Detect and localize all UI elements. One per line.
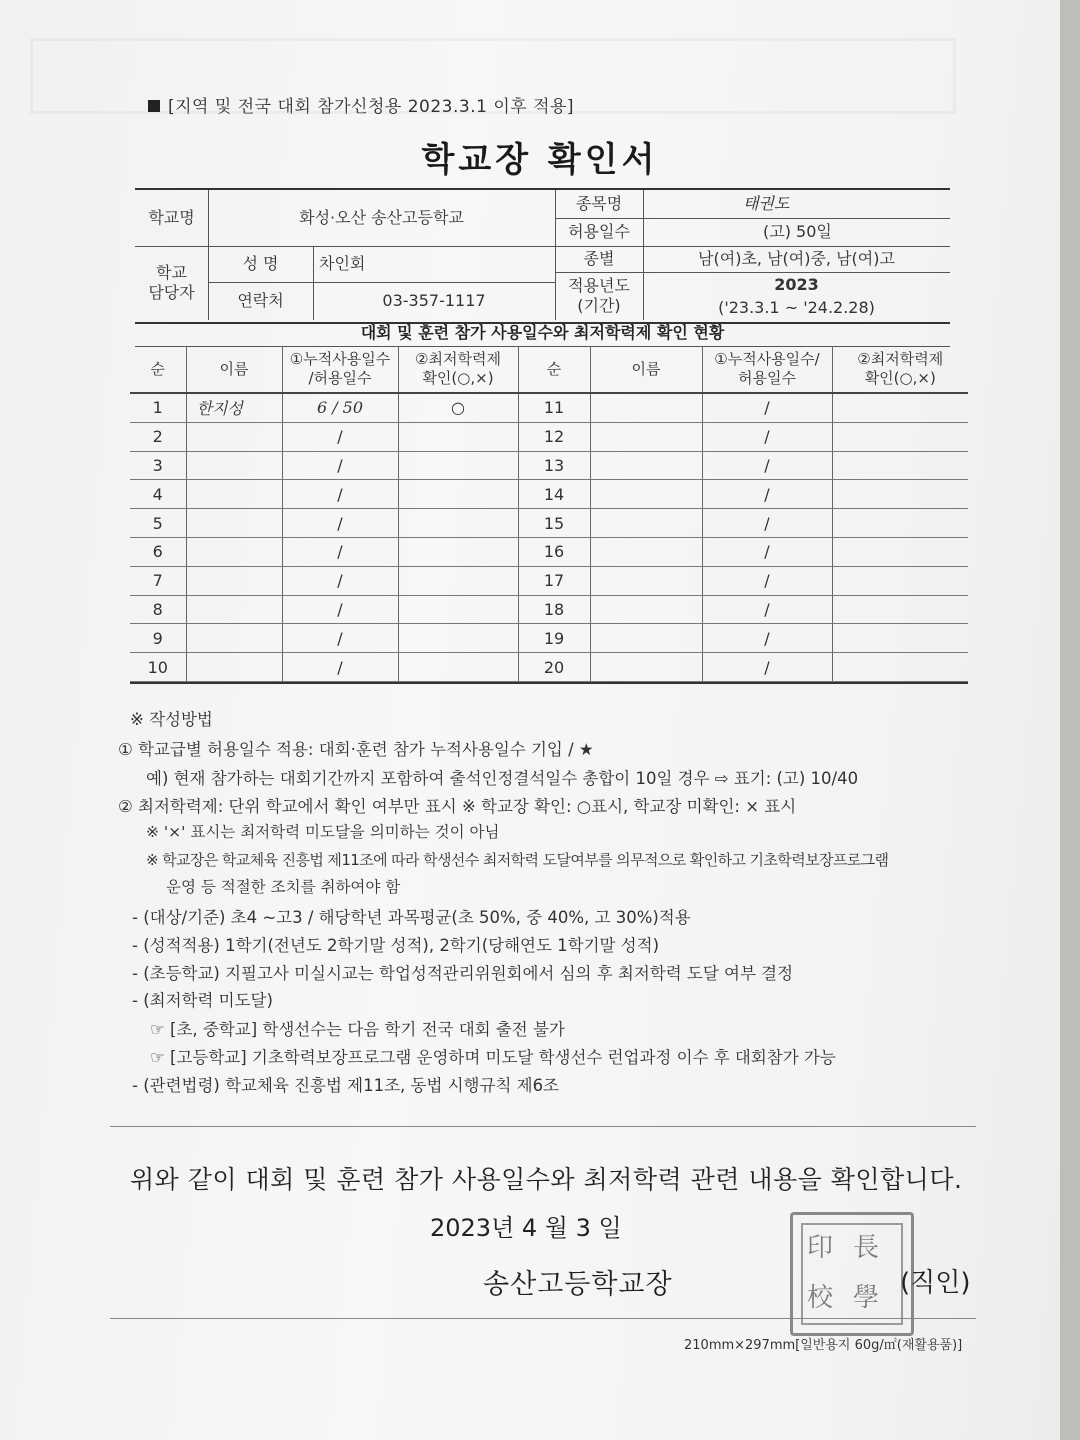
row-used-days: / — [702, 451, 832, 480]
note-line: - (초등학교) 지필고사 미실시교는 학업성적관리위원회에서 심의 후 최저학력 도달 여부 결정 — [132, 964, 794, 983]
event-value: 태권도 — [743, 194, 790, 213]
row-check — [398, 422, 518, 451]
row-name — [186, 509, 282, 538]
row-name — [590, 595, 702, 624]
row-check — [832, 624, 968, 653]
document-title: 학교장 확인서 — [421, 140, 659, 180]
row-check — [832, 480, 968, 509]
note-line: ※ 학교장은 학교체육 진흥법 제11조에 따라 학생선수 최저학력 도달여부를 의무적으로 확인하고 기초학력보장프로그램 — [146, 851, 889, 869]
row-name — [186, 595, 282, 624]
official-seal-stamp: 印 長 校 學 — [790, 1212, 914, 1336]
row-check — [832, 451, 968, 480]
note-line: ☞ [고등학교] 기초학력보장프로그램 운영하며 미도달 학생선수 런업과정 이수 후 대회참가 가능 — [150, 1048, 836, 1067]
status-row — [130, 595, 968, 624]
row-seq: 7 — [130, 566, 186, 595]
status-caption: 대회 및 훈련 참가 사용일수와 최저학력제 확인 현황 — [135, 320, 950, 347]
col-header-check-1: ②최저학력제 확인(○,×) — [398, 346, 518, 393]
header-note — [148, 92, 574, 117]
row-check — [398, 624, 518, 653]
row-check — [832, 509, 968, 538]
name-label: 성 명 — [242, 254, 279, 273]
status-row — [130, 537, 968, 566]
col-header-days-2: ①누적사용일수/ 허용일수 — [702, 346, 832, 393]
col-header-seq-2: 순 — [518, 346, 590, 393]
allowed-days-value: (고) 50일 — [763, 222, 832, 241]
note-line: ② 최저학력제: 단위 학교에서 확인 여부만 표시 ※ 학교장 확인: ○표시, 학교장 미확인: × 표시 — [118, 797, 797, 816]
row-check — [398, 595, 518, 624]
col-header-name-1: 이름 — [186, 346, 282, 393]
row-name — [590, 480, 702, 509]
row-seq: 6 — [130, 537, 186, 566]
row-seq: 12 — [518, 422, 590, 451]
school-label: 학교명 — [148, 208, 195, 227]
status-row — [130, 566, 968, 595]
row-seq: 14 — [518, 480, 590, 509]
row-used-days: / — [282, 509, 398, 538]
status-row — [130, 653, 968, 682]
row-used-days: / — [702, 624, 832, 653]
status-row — [130, 480, 968, 509]
name-value: 차인회 — [319, 254, 366, 273]
status-row — [130, 422, 968, 451]
row-name — [186, 537, 282, 566]
row-check — [398, 451, 518, 480]
col-header-name-2: 이름 — [590, 346, 702, 393]
row-check — [832, 566, 968, 595]
row-name — [590, 451, 702, 480]
row-seq: 13 — [518, 451, 590, 480]
note-line: ※ '×' 표시는 최저학력 미도달을 의미하는 것이 아님 — [146, 823, 500, 841]
note-line: - (관련법령) 학교체육 진흥법 제11조, 동법 시행규칙 제6조 — [132, 1076, 559, 1095]
square-bullet-icon — [148, 100, 160, 112]
status-row — [130, 393, 968, 422]
note-line: 예) 현재 참가하는 대회기간까지 포함하여 출석인정결석일수 총합이 10일 경우 ⇨ 표기: (고) 10/40 — [146, 769, 859, 788]
row-check — [398, 566, 518, 595]
gender-label: 종별 — [583, 249, 615, 268]
row-name — [590, 422, 702, 451]
row-check — [832, 595, 968, 624]
row-check — [832, 653, 968, 682]
year-value: 2023 — [774, 275, 819, 294]
row-check — [398, 537, 518, 566]
year-label: 적용년도 (기간) — [568, 276, 630, 315]
row-seq: 8 — [130, 595, 186, 624]
seal-label: (직인) — [900, 1268, 971, 1298]
row-seq: 18 — [518, 595, 590, 624]
row-name — [186, 451, 282, 480]
row-used-days: / — [702, 393, 832, 422]
row-check — [398, 509, 518, 538]
row-used-days: / — [702, 566, 832, 595]
row-check: ○ — [398, 393, 518, 422]
note-line: - (성적적용) 1학기(전년도 2학기말 성적), 2학기(당해연도 1학기말 성적) — [132, 936, 660, 955]
note-line: - (대상/기준) 초4 ~고3 / 해당학년 과목평균(초 50%, 중 40%, 고 30%)적용 — [132, 908, 691, 927]
row-used-days: / — [282, 480, 398, 509]
note-line: - (최저학력 미도달) — [132, 991, 273, 1010]
row-seq: 2 — [130, 422, 186, 451]
note-line: ※ 작성방법 — [130, 710, 213, 729]
note-line: ☞ [초, 중학교] 학생선수는 다음 학기 전국 대회 출전 불가 — [150, 1020, 565, 1039]
row-used-days: / — [282, 624, 398, 653]
row-used-days: 6 / 50 — [282, 393, 398, 422]
row-name — [590, 393, 702, 422]
row-name — [186, 480, 282, 509]
event-label: 종목명 — [575, 194, 623, 213]
row-name — [186, 624, 282, 653]
row-seq: 11 — [518, 393, 590, 422]
row-seq: 17 — [518, 566, 590, 595]
status-header-row — [130, 346, 968, 393]
row-seq: 4 — [130, 480, 186, 509]
page-edge — [1060, 0, 1080, 1440]
gender-value: 남(여)초, 남(여)중, 남(여)고 — [698, 249, 895, 268]
row-check — [832, 422, 968, 451]
period-value: ('23.3.1 ~ '24.2.28) — [718, 298, 875, 317]
col-header-days-1: ①누적사용일수 /허용일수 — [282, 346, 398, 393]
manager-label: 학교 담당자 — [148, 263, 195, 302]
row-used-days: / — [282, 537, 398, 566]
allowed-days-label: 허용일수 — [568, 222, 630, 241]
row-used-days: / — [702, 509, 832, 538]
row-name — [590, 509, 702, 538]
row-used-days: / — [702, 653, 832, 682]
row-name — [590, 653, 702, 682]
row-used-days: / — [702, 595, 832, 624]
row-seq: 20 — [518, 653, 590, 682]
row-seq: 10 — [130, 653, 186, 682]
separator — [110, 1126, 976, 1127]
status-row — [130, 451, 968, 480]
row-used-days: / — [282, 422, 398, 451]
status-table — [130, 346, 968, 684]
row-check — [398, 480, 518, 509]
row-check — [832, 537, 968, 566]
row-seq: 5 — [130, 509, 186, 538]
row-seq: 16 — [518, 537, 590, 566]
col-header-check-2: ②최저학력제 확인(○,×) — [832, 346, 968, 393]
row-seq: 9 — [130, 624, 186, 653]
principal-title: 송산고등학교장 — [483, 1269, 673, 1300]
contact-label: 연락처 — [237, 291, 284, 310]
school-value: 화성·오산 송산고등학교 — [299, 208, 464, 227]
row-used-days: / — [282, 566, 398, 595]
row-check — [832, 393, 968, 422]
row-seq: 15 — [518, 509, 590, 538]
row-check — [398, 653, 518, 682]
row-used-days: / — [702, 422, 832, 451]
col-header-seq-1: 순 — [130, 346, 186, 393]
status-row — [130, 624, 968, 653]
separator — [110, 1318, 976, 1319]
note-line: ① 학교급별 허용일수 적용: 대회·훈련 참가 누적사용일수 기입 / ★ — [118, 740, 594, 759]
row-seq: 1 — [130, 393, 186, 422]
confirmation-statement: 위와 같이 대회 및 훈련 참가 사용일수와 최저학력 관련 내용을 확인합니다. — [130, 1165, 963, 1194]
row-used-days: / — [282, 653, 398, 682]
paper-spec-footer: 210mm×297mm[일반용지 60g/㎡(재활용품)] — [684, 1338, 963, 1353]
status-row — [130, 509, 968, 538]
row-name — [186, 422, 282, 451]
contact-value: 03-357-1117 — [382, 291, 486, 310]
header-note-text: [지역 및 전국 대회 참가신청용 2023.3.1 이후 적용] — [168, 97, 575, 117]
row-used-days: / — [702, 537, 832, 566]
row-name — [186, 653, 282, 682]
confirmation-date: 2023년 4 월 3 일 — [430, 1214, 622, 1242]
row-name — [590, 624, 702, 653]
row-seq: 19 — [518, 624, 590, 653]
row-name — [590, 566, 702, 595]
row-name — [186, 566, 282, 595]
row-used-days: / — [702, 480, 832, 509]
row-used-days: / — [282, 451, 398, 480]
row-used-days: / — [282, 595, 398, 624]
info-table — [135, 188, 950, 324]
row-seq: 3 — [130, 451, 186, 480]
note-line: 운영 등 적절한 조치를 취하여야 함 — [166, 878, 401, 896]
row-name — [590, 537, 702, 566]
row-name: 한지성 — [186, 393, 282, 422]
